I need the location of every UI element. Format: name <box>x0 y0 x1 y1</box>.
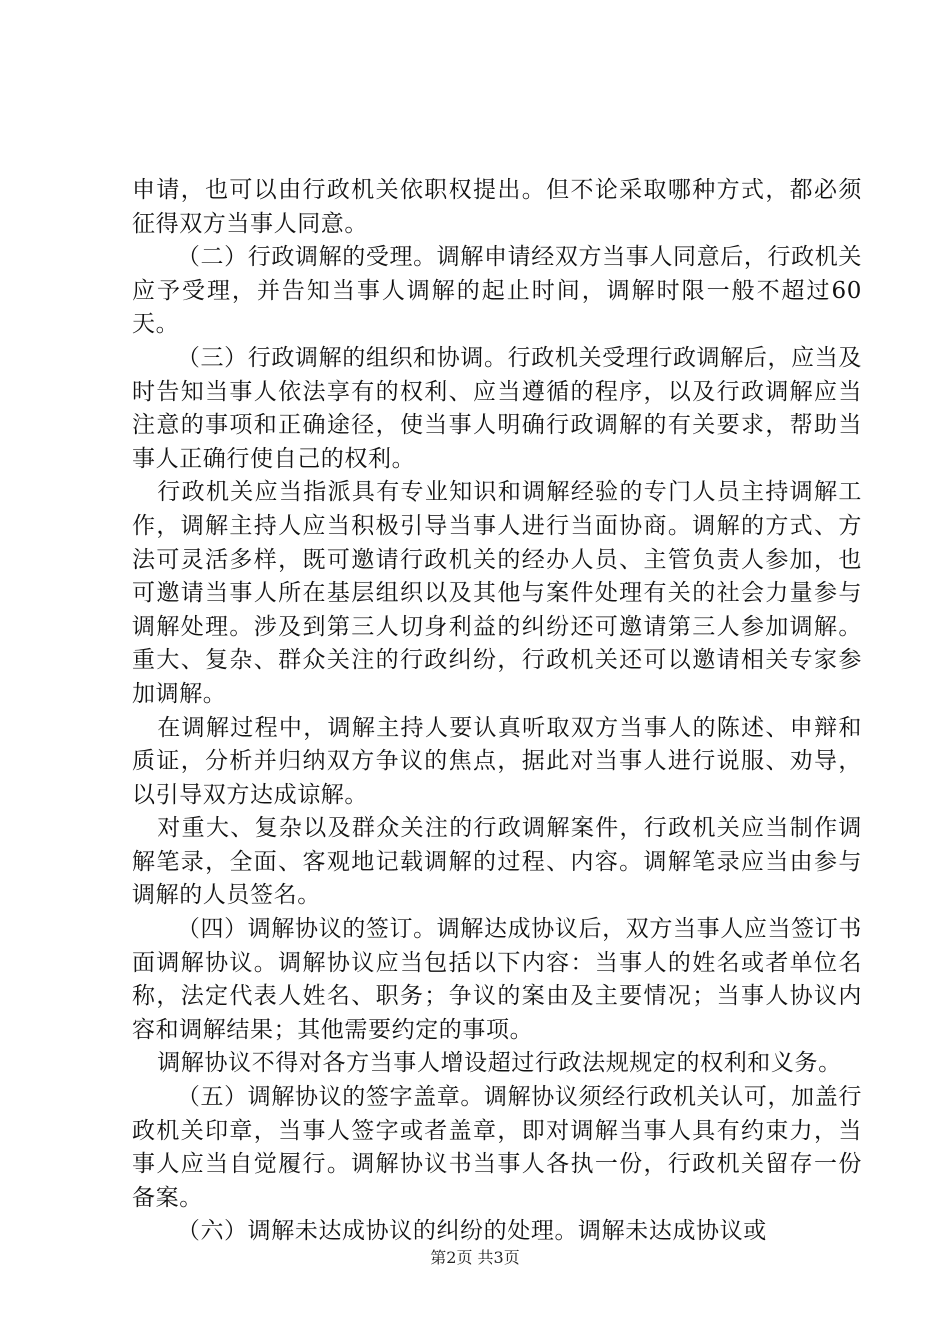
paragraph-7: （四）调解协议的签订。调解达成协议后，双方当事人应当签订书面调解协议。调解协议应当包括以下内容：当事人的姓名或者单位名称，法定代表人姓名、职务；争议的案由及主要情况；当事人协议内容和调解结果；其他需要约定的事项。 <box>132 916 862 1043</box>
paragraph-3: （三）行政调解的组织和协调。行政机关受理行政调解后，应当及时告知当事人依法享有的权利、应当遵循的程序，以及行政调解应当注意的事项和正确途径，使当事人明确行政调解的有关要求，帮助当事人正确行使自己的权利。 <box>132 344 862 472</box>
paragraph-10: （六）调解未达成协议的纠纷的处理。调解未达成协议或 <box>176 1218 767 1245</box>
document-body <box>132 174 862 1249</box>
paragraph-9: （五）调解协议的签字盖章。调解协议须经行政机关认可，加盖行政机关印章，当事人签字或者盖章，即对调解当事人具有约束力，当事人应当自觉履行。调解协议书当事人各执一份，行政机关留存一份备案。 <box>132 1084 862 1211</box>
page-footer: 第2页 共3页 <box>430 1248 520 1267</box>
paragraph-1: 申请，也可以由行政机关依职权提出。但不论采取哪种方式，都必须征得双方当事人同意。 <box>132 177 862 237</box>
paragraph-5: 在调解过程中，调解主持人要认真听取双方当事人的陈述、申辩和质证，分析并归纳双方争议的焦点，据此对当事人进行说服、劝导，以引导双方达成谅解。 <box>132 714 862 808</box>
paragraph-2: （二）行政调解的受理。调解申请经双方当事人同意后，行政机关应予受理，并告知当事人调解的起止时间，调解时限一般不超过60天。 <box>132 244 862 338</box>
paragraph-8: 调解协议不得对各方当事人增设超过行政法规规定的权利和义务。 <box>157 1050 842 1077</box>
paragraph-4: 行政机关应当指派具有专业知识和调解经验的专门人员主持调解工作，调解主持人应当积极引导当事人进行当面协商。调解的方式、方法可灵活多样，既可邀请行政机关的经办人员、主管负责人参加，也可邀请当事人所在基层组织以及其他与案件处理有关的社会力量参与调解处理。涉及到第三人切身利益的纠纷还可邀请第三人参加调解。重大、复杂、群众关注的行政纠纷，行政机关还可以邀请相关专家参加调解。 <box>132 479 862 707</box>
paragraph-6: 对重大、复杂以及群众关注的行政调解案件，行政机关应当制作调解笔录，全面、客观地记载调解的过程、内容。调解笔录应当由参与调解的人员签名。 <box>132 815 862 909</box>
